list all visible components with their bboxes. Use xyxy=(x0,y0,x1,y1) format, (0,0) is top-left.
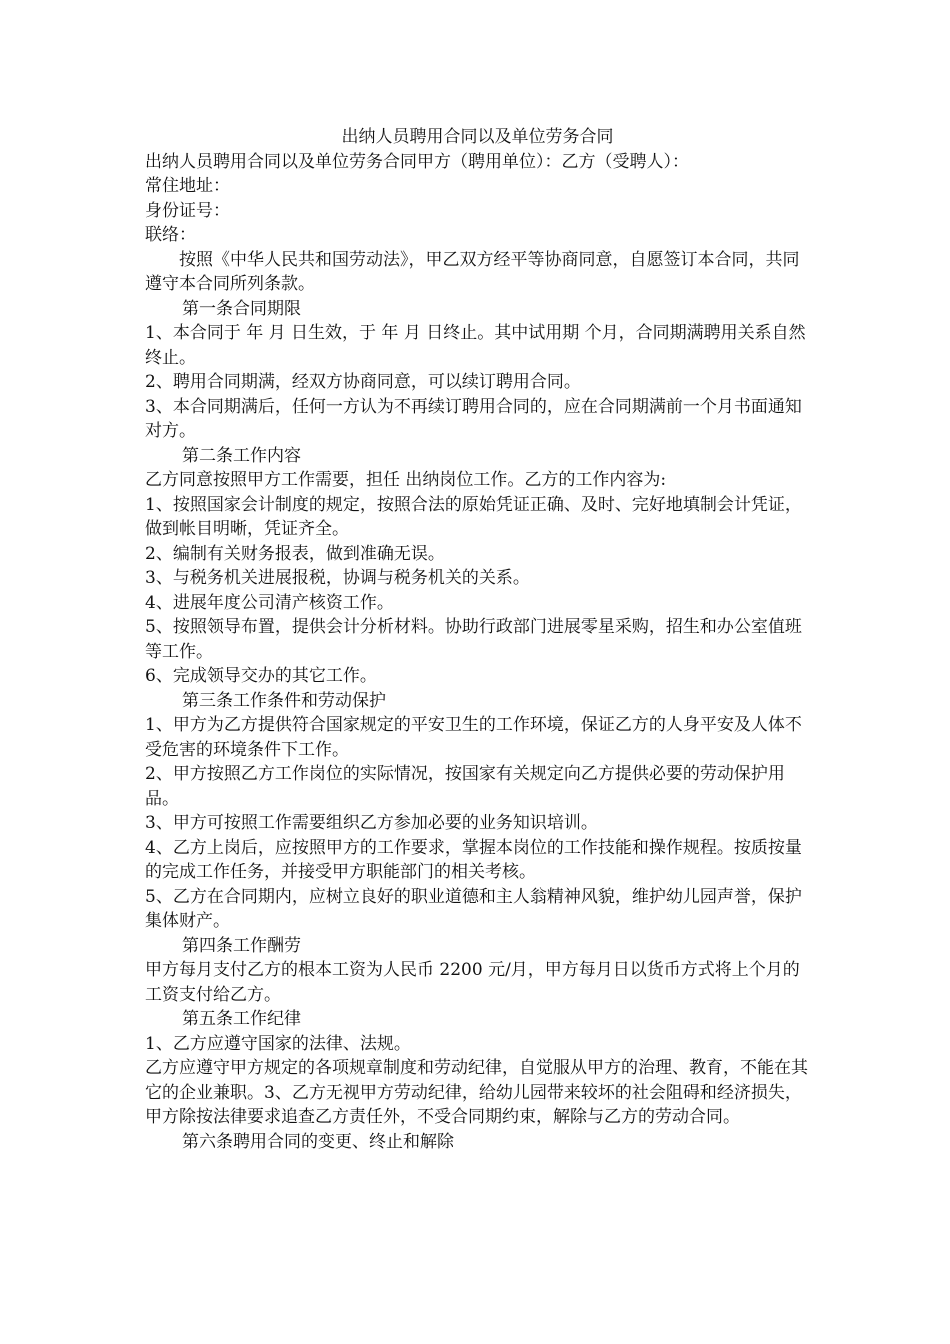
section-heading: 第二条工作内容 xyxy=(182,445,301,466)
clause: 乙方同意按照甲方工作需要，担任 出纳岗位工作。乙方的工作内容为: xyxy=(145,470,667,490)
clause: 5、乙方在合同期内，应树立良好的职业道德和主人翁精神风貌，维护幼儿园声誉，保护集体财产。 xyxy=(145,886,802,931)
parties-line: 出纳人员聘用合同以及单位劳务合同甲方（聘用单位）：乙方（受聘人）： xyxy=(145,151,689,172)
clause: 甲方每月支付乙方的根本工资为人民币 2200 元/月，甲方每月日以货币方式将上个月的工资支付给乙方。 xyxy=(145,960,800,1005)
clause: 5、按照领导布置，提供会计分析材料。协助行政部门进展零星采购，招生和办公室值班等工作。 xyxy=(145,617,802,662)
clause: 3、与税务机关进展报税，协调与税务机关的关系。 xyxy=(145,568,530,588)
id-number-line: 身份证号： xyxy=(145,200,230,221)
section-heading: 第四条工作酬劳 xyxy=(182,935,301,956)
clause: 6、完成领导交办的其它工作。 xyxy=(145,666,377,686)
section-heading: 第三条工作条件和劳动保护 xyxy=(182,690,386,711)
clause: 3、甲方可按照工作需要组织乙方参加必要的业务知识培训。 xyxy=(145,813,598,833)
document-body xyxy=(145,125,810,1154)
clause: 4、进展年度公司清产核资工作。 xyxy=(145,592,394,613)
address-line: 常住地址： xyxy=(145,176,230,196)
clause: 3、本合同期满后，任何一方认为不再续订聘用合同的，应在合同期满前一个月书面通知对方。 xyxy=(145,396,802,441)
section-heading: 第六条聘用合同的变更、终止和解除 xyxy=(182,1131,454,1152)
clause: 4、乙方上岗后，应按照甲方的工作要求，掌握本岗位的工作技能和操作规程。按质按量的完成工作任务，并接受甲方职能部门的相关考核。 xyxy=(145,837,802,882)
document-title: 出纳人员聘用合同以及单位劳务合同 xyxy=(341,127,614,147)
clause: 2、编制有关财务报表，做到准确无误。 xyxy=(145,543,445,564)
clause: 2、聘用合同期满，经双方协商同意，可以续订聘用合同。 xyxy=(145,372,581,392)
intro-paragraph: 按照《中华人民共和国劳动法》，甲乙双方经平等协商同意，自愿签订本合同，共同遵守本合同所列条款。 xyxy=(145,249,800,294)
clause: 1、甲方为乙方提供符合国家规定的平安卫生的工作环境，保证乙方的人身平安及人体不受危害的环境条件下工作。 xyxy=(145,715,802,760)
clause: 1、乙方应遵守国家的法律、法规。 xyxy=(145,1033,411,1054)
section-heading: 第一条合同期限 xyxy=(182,298,301,319)
clause: 1、本合同于 年 月 日生效，于 年 月 日终止。其中试用期 个月，合同期满聘用关系自然终止。 xyxy=(145,323,806,368)
clause: 2、甲方按照乙方工作岗位的实际情况，按国家有关规定向乙方提供必要的劳动保护用品。 xyxy=(145,764,785,809)
section-heading: 第五条工作纪律 xyxy=(182,1009,301,1029)
contact-line: 联络： xyxy=(145,225,196,245)
clause: 乙方应遵守甲方规定的各项规章制度和劳动纪律，自觉服从甲方的治理、教育，不能在其它的企业兼职。3、乙方无视甲方劳动纪律，给幼儿园带来较坏的社会阻碍和经济损失，甲方除按法律要求追查乙方责任外，不受合同期约束，解除与乙方的劳动合同。 xyxy=(145,1058,808,1127)
clause: 1、按照国家会计制度的规定，按照合法的原始凭证正确、及时、完好地填制会计凭证，做到帐目明晰，凭证齐全。 xyxy=(145,494,802,539)
